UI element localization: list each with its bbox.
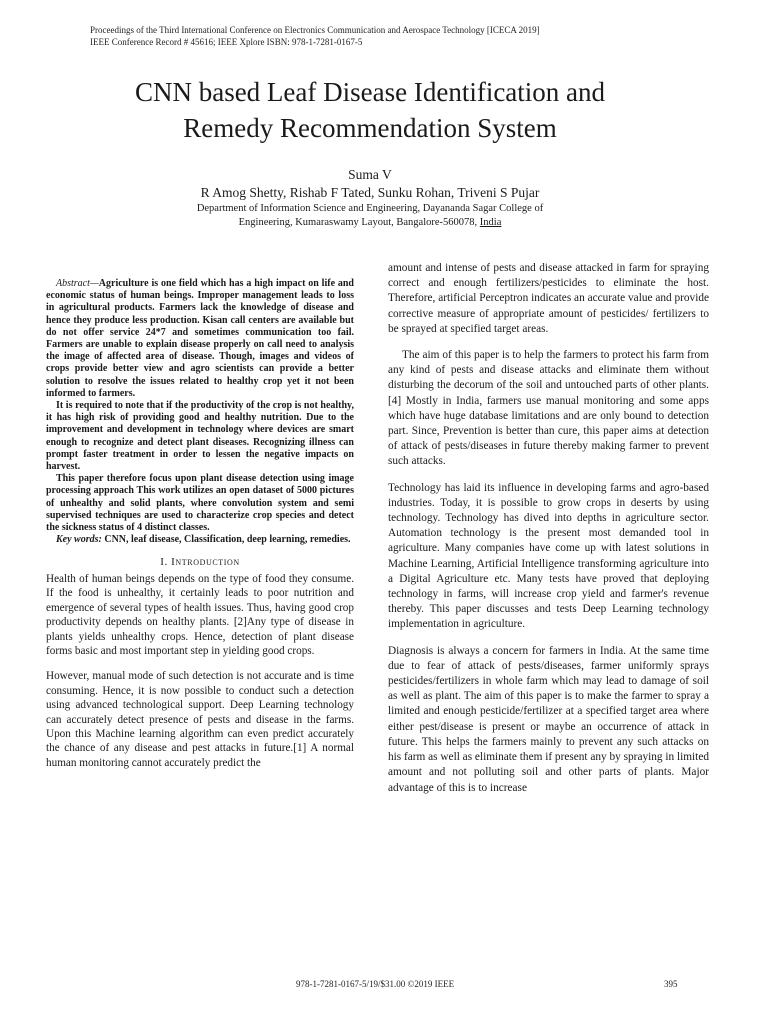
title-line-1: CNN based Leaf Disease Identification and — [134, 77, 606, 107]
abstract-paragraph-2: It is required to note that if the productivity of the crop is not healthy, it has high risk of providing good and healthy nutrition. Due to the improvement and development in technology where devices are smart enough to recognize and detect plant diseases. Recognizing illness can prompt faster treatment in order to lessen the negative impacts on harvest. — [46, 400, 354, 473]
right-column — [388, 261, 709, 807]
header-proceedings: Proceedings of the Third International Conference on Electronics Communication and Aerospace Technology [ICECA 2019] — [90, 25, 540, 35]
right-paragraph-4: Diagnosis is always a concern for farmers in India. At the same time due to fear of attack of pests/diseases, farmer uniformly sprays pesticides/fertilizers in whole farm which may lead to damage of soil as well as plant. The aim of this paper is to make the farmer to spray a limited and enough pesticide/fertilizer at a specified target area where either pest/disease is present or maybe an occurrence of attack in future. This helps the farmers mainly to prevent any such attacks on his farm as well as eliminate them if present any by spraying in limited amount and not polluting soil and other parts of plants. Major advantage of this is to increase — [388, 644, 709, 794]
right-paragraph-2: The aim of this paper is to help the farmers to protect his farm from any kind of pests and disease attacks and eliminate them without disturbing the decorum of the soil and untouched parts of other plants.[4] Mostly in India, farmers use manual monitoring and some apps which have huge database limitations and are only bound to detection part. Since, Prevention is better than cure, this paper aims at detection of attack of pests/diseases in future thereby making farmer to prevent such attacks. — [388, 349, 709, 468]
author-list: R Amog Shetty, Rishab F Tated, Sunku Rohan, Triveni S Pujar — [200, 185, 540, 200]
affiliation-address: Engineering, Kumaraswamy Layout, Bangalore-560078, — [238, 217, 480, 228]
intro-paragraph-2: However, manual mode of such detection is not accurate and is time consuming. Hence, it is now possible to conduct such a detection using advanced technological support. Deep Learning technology can accurately detect presence of pests and disease in the farms. Upon this Machine learning algorithm can even predict accurately the chance of any disease and pest attacks in future.[1] A normal human monitoring cannot accurately predict the — [46, 670, 354, 769]
right-paragraph-1: amount and intense of pests and disease attacked in farm for spraying correct and enough fertilizers/pesticides to eliminate the host. Therefore, artificial Perceptron indicates an accurate value and provide corrective measure of appropriate amount of pesticides/ fertilizers to be sprayed at specified target areas. — [388, 262, 709, 335]
right-paragraph-3: Technology has laid its influence in developing farms and agro-based industries. Today, it is possible to grow crops in deserts by using technology. Technology has dived into depths in agriculture sector. Automation technology is the present most demanded tool in agriculture. Many companies have come up with latest solutions in Machine Learning, Artificial Intelligence transforming agriculture into a Digital Agriculture etc. Many tests have proved that deploying technology in farms, will increase crop yield and farmer's revenue thereby. This paper discusses and tests Deep Learning technology implementation in agriculture. — [388, 481, 709, 631]
left-column — [46, 278, 354, 781]
abstract-paragraph-3: This paper therefore focus upon plant disease detection using image processing approach This work utilizes an open dataset of 5000 pictures of unhealthy and solid plants, where convolution system and semi supervised techniques are used to characterize crop species and detect the sickness status of 4 distinct classes. — [46, 473, 354, 534]
page-number: 395 — [664, 979, 678, 989]
keywords — [46, 534, 354, 546]
intro-paragraph-1: Health of human beings depends on the type of food they consume. If the food is unhealthy, it certainly leads to poor nutrition and emergence of several types of health issues. Thus, having good crop productivity depends on healthy plants. [2]Any type of disease in plants yields unhealthy crops. Hence, detection of plant disease forms basic and most important step in yielding good crops. — [46, 572, 354, 657]
abstract-text-1: Agriculture is one field which has a high impact on life and economic status of human beings. Improper management leads to loss in agricultural products. Farmers lack the knowledge of disease and hence they produce less production. Kisan call centers are available but do not offer service 24*7 and sometimes communication too fail. Farmers are unable to explain disease properly on call need to analysis the image of affected area of disease. Though, images and videos of crops provide better view and agro scientists can provide a better solution to resolve the issues related to healthy crop yet it not been informed to farmers. — [46, 278, 354, 399]
section-heading-introduction: I. Introduction — [160, 556, 240, 569]
paper-title — [0, 74, 740, 146]
header-record: IEEE Conference Record # 45616; IEEE Xplore ISBN: 978-1-7281-0167-5 — [90, 37, 363, 47]
author-block — [0, 166, 740, 230]
keywords-label: Key words: — [56, 534, 102, 546]
abstract — [46, 278, 354, 534]
affiliation-line-2 — [0, 216, 740, 230]
title-line-2: Remedy Recommendation System — [183, 113, 557, 143]
abstract-paragraph-1 — [46, 278, 354, 400]
author-primary: Suma V — [348, 167, 392, 182]
running-header — [90, 24, 690, 48]
affiliation-country: India — [479, 217, 502, 228]
footer-copyright: 978-1-7281-0167-5/19/$31.00 ©2019 IEEE — [296, 979, 455, 989]
keywords-text: CNN, leaf disease, Classification, deep learning, remedies. — [101, 534, 351, 546]
abstract-label: Abstract— — [56, 278, 99, 289]
affiliation-line-1: Department of Information Science and Engineering, Dayananda Sagar College of — [196, 203, 544, 214]
